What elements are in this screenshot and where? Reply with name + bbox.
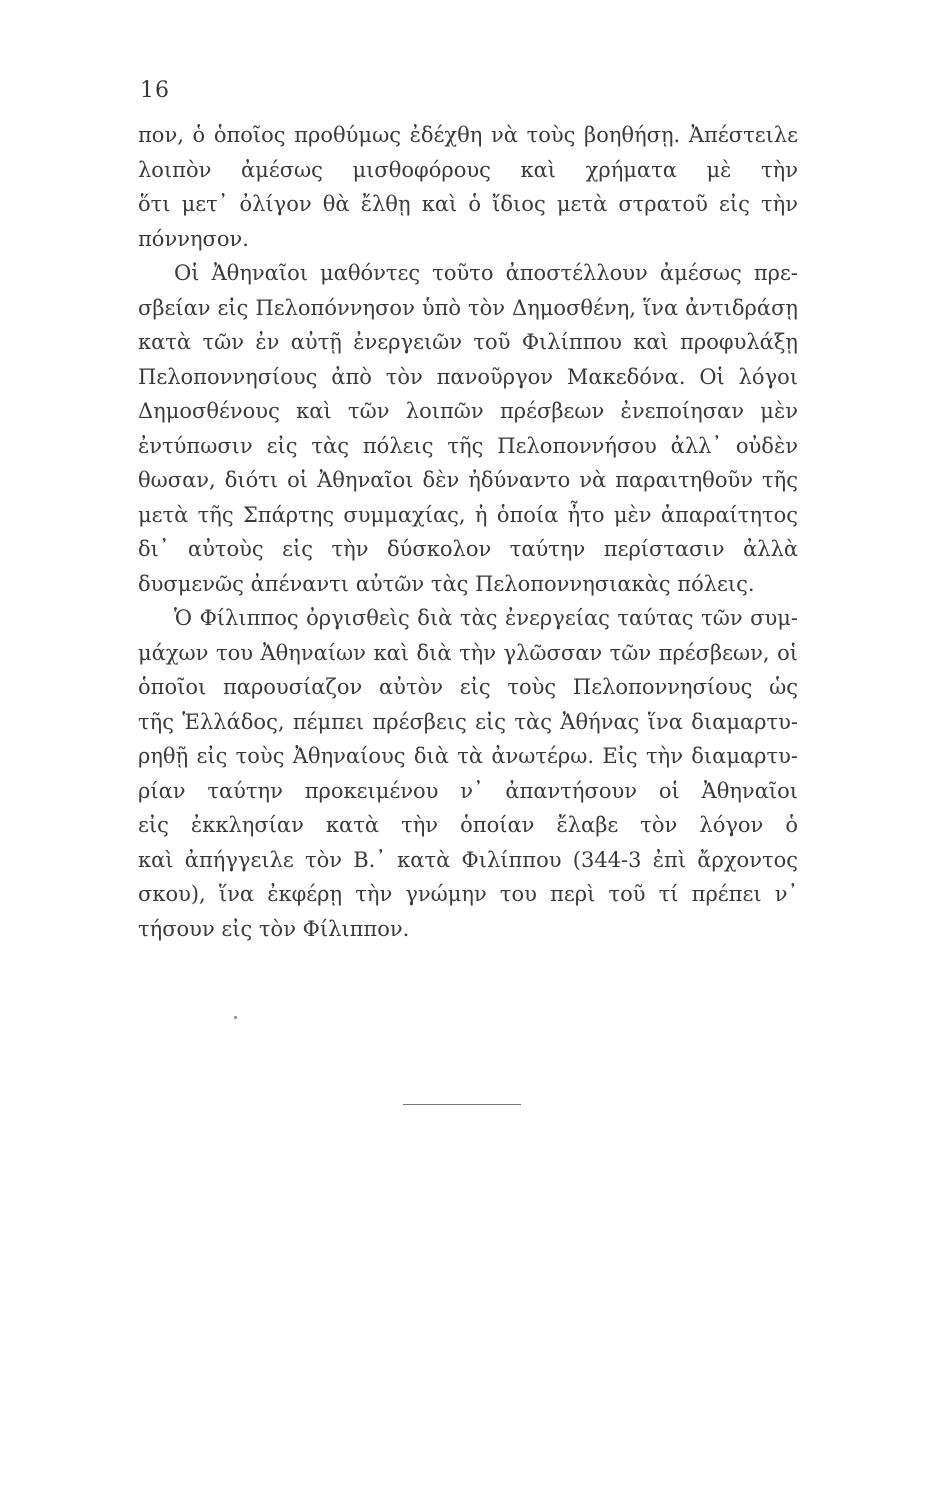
text-line: μετὰ τῆς Σπάρτης συμμαχίας, ἡ ὁποία ἦτο μὲν ἀπαραίτητος [138, 502, 798, 527]
body-text [138, 118, 798, 946]
text-line: δι᾽ αὐτοὺς εἰς τὴν δύσκολον ταύτην περίστασιν ἀλλὰ [138, 537, 798, 561]
text-line: καὶ ἀπήγγειλε τὸν Β.᾽ κατὰ Φιλίππου (344-3 ἐπὶ ἄρχοντος [138, 847, 798, 872]
text-line: Οἱ Ἀθηναῖοι μαθόντες τοῦτο ἀποστέλλουν ἀμέσως πρε- [174, 261, 798, 285]
text-line: σβείαν εἰς Πελοπόννησον ὑπὸ τὸν Δημοσθένη, ἵνα ἀντιδράσῃ [138, 295, 798, 320]
text-line: ρίαν ταύτην προκειμένου ν᾽ ἀπαντήσουν οἱ Ἀθηναῖοι [138, 778, 798, 803]
text-line: δυσμενῶς ἀπέναντι αὐτῶν τὰς Πελοποννησιακὰς πόλεις. [138, 571, 755, 596]
text-line: τῆς Ἑλλάδος, πέμπει πρέσβεις εἰς τὰς Ἀθήνας ἵνα διαμαρτυ- [138, 709, 798, 734]
text-line: ὅτι μετ᾽ ὀλίγον θὰ ἔλθῃ καὶ ὁ ἴδιος μετὰ στρατοῦ εἰς τὴν [138, 192, 798, 216]
end-divider [403, 1104, 521, 1105]
text-line: εἰς ἐκκλησίαν κατὰ τὴν ὁποίαν ἔλαβε τὸν λόγον ὁ [138, 813, 798, 837]
text-line: τήσουν εἰς τὸν Φίλιππον. [138, 916, 410, 941]
text-line: ἐντύπωσιν εἰς τὰς πόλεις τῆς Πελοποννήσου ἀλλ᾽ οὐδὲν [138, 433, 798, 458]
text-line: σκου), ἵνα ἐκφέρῃ τὴν γνώμην του περὶ τοῦ τί πρέπει ν᾽ [138, 882, 798, 906]
text-line: πον, ὁ ὁποῖος προθύμως ἐδέχθη νὰ τοὺς βοηθήσῃ. Ἀπέστειλε [138, 123, 798, 147]
text-line: θωσαν, διότι οἱ Ἀθηναῖοι δὲν ἠδύναντο νὰ παραιτηθοῦν τῆς [138, 468, 798, 492]
text-line: Ὁ Φίλιππος ὀργισθεὶς διὰ τὰς ἐνεργείας ταύτας τῶν συμ- [174, 606, 798, 630]
text-line: ρηθῇ εἰς τοὺς Ἀθηναίους διὰ τὰ ἀνωτέρω. Εἰς τὴν διαμαρτυ- [138, 744, 798, 768]
text-line: ὁποῖοι παρουσίαζον αὐτὸν εἰς τοὺς Πελοποννησίους ὡς [138, 675, 798, 699]
text-line: Πελοποννησίους ἀπὸ τὸν πανοῦργον Μακεδόνα. Οἱ λόγοι [138, 364, 798, 389]
text-line: πόννησον. [138, 226, 249, 251]
ink-speck [234, 1016, 237, 1019]
text-line: μάχων του Ἀθηναίων καὶ διὰ τὴν γλῶσσαν τῶν πρέσβεων, οἱ [138, 640, 798, 665]
text-line: Δημοσθένους καὶ τῶν λοιπῶν πρέσβεων ἐνεποίησαν μὲν [138, 399, 798, 423]
text-line: κατὰ τῶν ἐν αὐτῇ ἐνεργειῶν τοῦ Φιλίππου καὶ προφυλάξῃ [138, 330, 798, 354]
page-number: 16 [140, 78, 170, 103]
text-line: λοιπὸν ἀμέσως μισθοφόρους καὶ χρήματα μὲ τὴν [138, 157, 798, 182]
